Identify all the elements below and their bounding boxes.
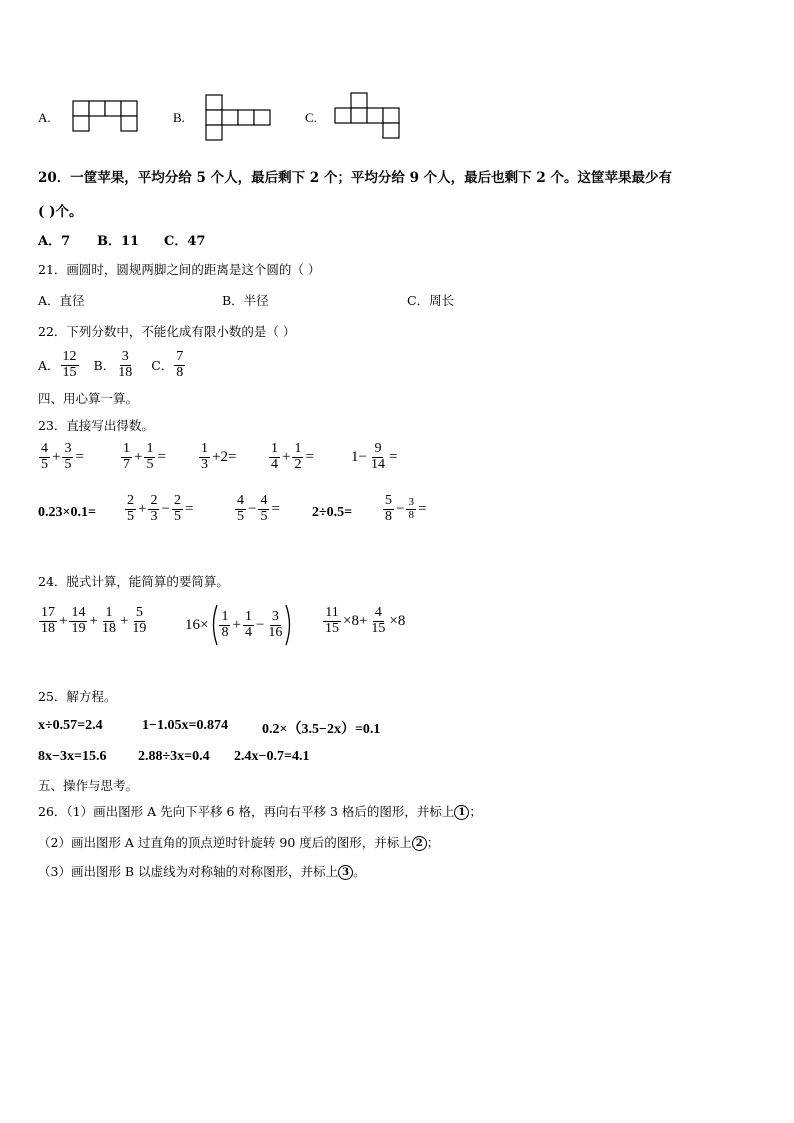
numerator: 2 <box>150 493 158 508</box>
fraction <box>62 442 73 472</box>
q21-option-c: C．周长 <box>407 293 455 308</box>
circled-number-badge: 2 <box>412 836 427 851</box>
net-cell <box>121 116 137 131</box>
equals: = <box>184 500 194 517</box>
net-cell <box>105 101 121 116</box>
q23-expr-2-4: 2÷0.5= <box>312 505 353 520</box>
operator: + <box>119 612 129 629</box>
numerator: 1 <box>271 441 278 456</box>
net-cell <box>222 110 238 125</box>
q25-equation-5: 2.88÷3x=0.4 <box>138 749 210 764</box>
fraction <box>269 442 280 472</box>
fraction <box>69 606 87 636</box>
equals: = <box>271 500 280 517</box>
denominator: 8 <box>408 508 414 521</box>
q21-stem: 21．画圆时，圆规两脚之间的距离是这个圆的（ ） <box>38 262 321 277</box>
denominator: 14 <box>370 456 385 472</box>
q25-equation-6: 2.4x−0.7=4.1 <box>234 749 310 764</box>
denominator: 18 <box>118 364 133 380</box>
q25-equation-3: 0.2×（3.5−2x）=0.1 <box>262 722 381 737</box>
numerator: 14 <box>71 605 86 620</box>
numerator: 5 <box>385 493 392 508</box>
operator: − <box>396 500 405 517</box>
denominator: 15 <box>62 364 77 380</box>
operator: − <box>248 500 257 517</box>
numerator: 4 <box>260 493 268 508</box>
net-cell <box>254 110 270 125</box>
numerator: 12 <box>62 349 77 364</box>
q26-line-3-text: （3）画出图形 B 以虚线为对称轴的对称图形，并标上 <box>38 864 339 879</box>
q20-option-a: A．7 <box>38 234 71 249</box>
denominator: 8 <box>176 364 184 380</box>
numerator: 4 <box>237 493 244 508</box>
q23-expr-1-1 <box>38 442 85 472</box>
q20-option-c: C．47 <box>164 234 206 249</box>
numerator: 9 <box>374 441 382 456</box>
q19-option-a-label: A. <box>38 110 51 125</box>
denominator: 19 <box>132 620 147 636</box>
numerator: 3 <box>408 496 414 509</box>
q22-option-b-label: B． <box>93 358 116 374</box>
q22-option-b-fraction <box>116 350 134 380</box>
fraction <box>258 494 269 524</box>
net-cell <box>383 123 399 138</box>
net-cell <box>121 101 137 116</box>
numerator: 1 <box>221 608 229 624</box>
denominator: 3 <box>201 456 208 472</box>
net-cell <box>73 101 89 116</box>
q23-expr-2-5 <box>382 494 427 524</box>
punctuation: 。 <box>353 864 366 879</box>
circled-number-badge: 3 <box>338 865 353 880</box>
q19-option-b-label: B. <box>173 110 185 125</box>
numerator: 5 <box>135 605 143 620</box>
q24-stem: 24．脱式计算，能简算的要简算。 <box>38 574 229 589</box>
numerator: 1 <box>294 441 302 456</box>
net-cell <box>335 108 351 123</box>
operator: − <box>161 500 170 517</box>
denominator: 18 <box>41 620 55 636</box>
net-cell <box>367 108 383 123</box>
fraction <box>39 606 57 636</box>
denominator: 4 <box>271 456 278 472</box>
q21-option-a: A．直径 <box>38 293 85 308</box>
q26-line-1-text: 26．（1）画出图形 A 先向下平移 6 格，再向右平移 3 格后的图形，并标上 <box>38 804 455 819</box>
denominator: 5 <box>237 508 244 524</box>
fraction <box>243 610 254 640</box>
numerator: 1 <box>123 441 130 456</box>
q23-expr-1-4 <box>268 442 315 472</box>
equals: = <box>75 448 84 465</box>
right-paren-icon <box>285 604 294 646</box>
q26-line-2 <box>38 833 439 851</box>
q20-stem-line2: ( )个。 <box>38 204 83 220</box>
operator: + <box>59 612 68 629</box>
operator: + <box>282 448 291 465</box>
section-5-heading: 五、操作与思考。 <box>38 778 139 793</box>
fraction <box>199 442 210 472</box>
q22-stem: 22．下列分数中，不能化成有限小数的是（ ） <box>38 324 296 339</box>
numerator: 7 <box>176 349 184 364</box>
numerator: 4 <box>41 441 48 456</box>
q19-net-b <box>205 94 271 142</box>
fraction <box>39 442 50 472</box>
fraction <box>383 494 394 524</box>
q25-equation-2: 1−1.05x=0.874 <box>142 718 228 733</box>
numerator: 1 <box>201 441 208 456</box>
q23-expr-2-1: 0.23×0.1= <box>38 505 96 520</box>
fraction <box>125 494 136 524</box>
q19-net-a <box>72 100 138 132</box>
denominator: 15 <box>371 620 386 636</box>
q21-option-b: B．半径 <box>222 293 269 308</box>
punctuation: ； <box>469 804 482 819</box>
denominator: 4 <box>244 624 252 640</box>
fraction <box>369 442 387 472</box>
net-cell <box>351 108 367 123</box>
fraction <box>266 610 284 640</box>
operator: − <box>255 616 265 633</box>
net-cell <box>238 110 254 125</box>
denominator: 3 <box>150 508 158 524</box>
q22-option-c-fraction <box>174 350 185 380</box>
operator: + <box>138 500 147 517</box>
q26-line-2-text: （2）画出图形 A 过直角的顶点逆时针旋转 90 度后的图形，并标上 <box>38 835 412 850</box>
fraction <box>219 610 230 640</box>
numerator: 3 <box>64 441 72 456</box>
fraction <box>406 497 416 521</box>
net-cell <box>73 116 89 131</box>
q23-expr-1-3 <box>198 442 237 472</box>
denominator: 15 <box>325 620 339 636</box>
q22-options <box>38 350 186 380</box>
q25-stem: 25．解方程。 <box>38 689 117 704</box>
denominator: 19 <box>71 620 86 636</box>
circled-number-badge: 1 <box>454 805 469 820</box>
net-cell <box>89 101 105 116</box>
expression-tail: ×8 <box>389 612 406 629</box>
fraction <box>130 606 148 636</box>
net-cell <box>206 95 222 110</box>
numerator: 1 <box>244 608 252 624</box>
denominator: 5 <box>260 508 268 524</box>
q23-expr-1-5 <box>350 442 398 472</box>
q25-equation-1: x÷0.57=2.4 <box>38 718 103 733</box>
numerator: 2 <box>127 493 134 508</box>
q24-expr-3 <box>322 606 406 636</box>
q22-option-a-label: A． <box>38 358 60 374</box>
numerator: 3 <box>271 608 279 624</box>
q19-net-c <box>334 92 404 142</box>
equals: = <box>157 448 166 465</box>
q20-option-b: B．11 <box>97 234 140 249</box>
fraction <box>148 494 159 524</box>
punctuation: ； <box>426 835 440 850</box>
q25-equation-4: 8x−3x=15.6 <box>38 749 107 764</box>
denominator: 7 <box>123 456 130 472</box>
numerator: 3 <box>121 349 129 364</box>
q24-expr-2 <box>184 604 294 646</box>
q22-option-c-label: C． <box>151 358 174 374</box>
denominator: 5 <box>64 456 72 472</box>
net-cell <box>206 125 222 140</box>
expression-lead: 16× <box>185 616 209 633</box>
denominator: 5 <box>173 508 181 524</box>
q19-option-c-label: C. <box>305 110 317 125</box>
left-paren-icon <box>209 604 218 646</box>
q22-option-a-fraction <box>61 350 79 380</box>
fraction <box>369 606 387 636</box>
denominator: 5 <box>41 456 48 472</box>
numerator: 1 <box>146 441 154 456</box>
denominator: 8 <box>221 624 229 640</box>
fraction <box>323 606 341 636</box>
q23-expr-2-3 <box>234 494 281 524</box>
denominator: 16 <box>268 624 283 640</box>
operator: + <box>232 616 241 633</box>
denominator: 5 <box>146 456 154 472</box>
fraction <box>100 606 118 636</box>
expression-tail: +2= <box>212 448 237 465</box>
numerator: 4 <box>374 605 382 620</box>
q24-expr-1 <box>38 606 149 636</box>
section-4-heading: 四、用心算一算。 <box>38 391 139 406</box>
net-cell <box>383 108 399 123</box>
equals: = <box>388 448 398 465</box>
net-cell <box>206 110 222 125</box>
numerator: 11 <box>325 605 339 620</box>
q23-expr-1-2 <box>120 442 167 472</box>
denominator: 8 <box>385 508 392 524</box>
q26-line-3 <box>38 862 366 880</box>
denominator: 5 <box>127 508 134 524</box>
fraction <box>172 494 183 524</box>
numerator: 17 <box>41 605 55 620</box>
q23-expr-2-2 <box>124 494 194 524</box>
expression-middle: ×8+ <box>343 612 368 629</box>
q23-stem: 23．直接写出得数。 <box>38 418 154 433</box>
expression-lead: 1− <box>351 448 367 465</box>
denominator: 18 <box>101 620 116 636</box>
equals: = <box>417 500 427 517</box>
fraction <box>121 442 132 472</box>
numerator: 1 <box>105 605 113 620</box>
numerator: 2 <box>173 493 181 508</box>
fraction <box>144 442 155 472</box>
operator: + <box>52 448 61 465</box>
net-cell <box>351 93 367 108</box>
q26-line-1 <box>38 802 482 820</box>
equals: = <box>305 448 314 465</box>
operator: + <box>134 448 143 465</box>
operator: + <box>89 612 98 629</box>
denominator: 2 <box>294 456 302 472</box>
fraction <box>235 494 246 524</box>
q20-stem-line1: 20．一筐苹果，平均分给 5 个人，最后剩下 2 个；平均分给 9 个人，最后也剩下 2 个。这筐苹果最少有 <box>38 170 672 186</box>
fraction <box>292 442 303 472</box>
